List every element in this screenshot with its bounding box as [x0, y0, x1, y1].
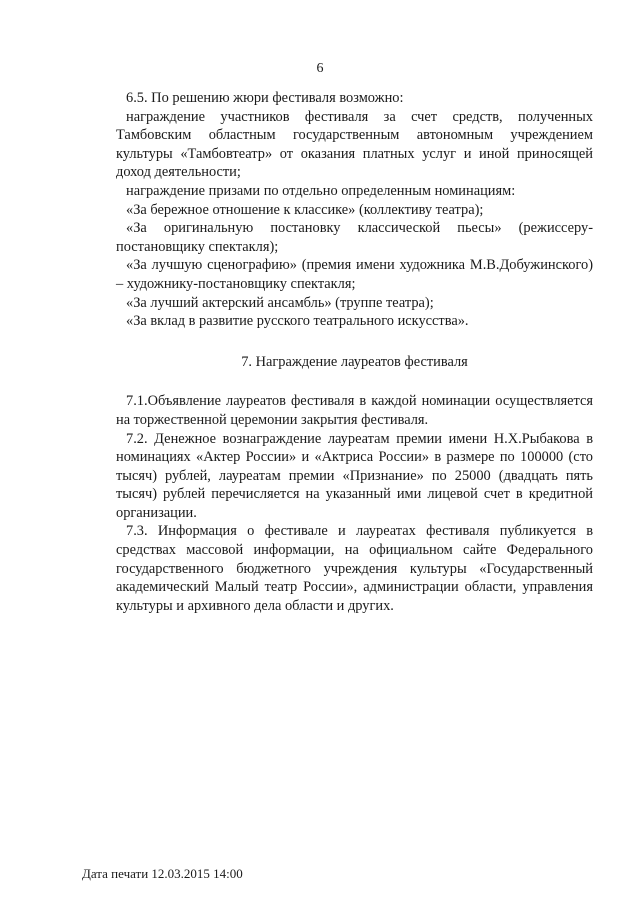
page-number: 6	[316, 61, 324, 76]
document-body	[116, 89, 593, 615]
nomination-original-staging: «За оригинальную постановку классической пьесы» (режиссеру-постановщику спектакля);	[116, 220, 593, 255]
paragraph-7-2: 7.2. Денежное вознаграждение лауреатам премии имени Н.Х.Рыбакова в номинациях «Актер России» и «Актриса России» в размере по 100000 (сто тысяч) рублей, лауреатам премии «Признание» по 25000 (двадцать пять тысяч) рублей перечисляется на указанный ими лицевой счет в кредитной организации.	[116, 430, 593, 521]
print-date-footer: Дата печати 12.03.2015 14:00	[82, 866, 243, 881]
award-item-prizes: награждение призами по отдельно определенным номинациям:	[126, 182, 516, 199]
paragraph-7-1: 7.1.Объявление лауреатов фестиваля в каждой номинации осуществляется на торжественной церемонии закрытия фестиваля.	[116, 393, 593, 428]
section-7-heading: 7. Награждение лауреатов фестиваля	[241, 353, 468, 370]
nomination-scenography: «За лучшую сценографию» (премия имени художника М.В.Добужинского) – художнику-постановщику спектакля;	[116, 257, 593, 292]
paragraph-7-3: 7.3. Информация о фестивале и лауреатах фестиваля публикуется в средствах массовой информации, на официальном сайте Федерального государственного бюджетного учреждения культуры «Государственный академический Малый театр России», администрации области, управления культуры и архивного дела области и других.	[116, 523, 593, 614]
nomination-contribution: «За вклад в развитие русского театрального искусства».	[126, 313, 469, 330]
section-6-5-intro: 6.5. По решению жюри фестиваля возможно:	[126, 90, 404, 106]
award-item-funding: награждение участников фестиваля за счет средств, полученных Тамбовским областным государственным автономным учреждением культуры «Тамбовтеатр» от оказания платных услуг и иной приносящей доход деятельности;	[116, 108, 593, 181]
nomination-classics: «За бережное отношение к классике» (коллективу театра);	[126, 201, 484, 218]
nomination-ensemble: «За лучший актерский ансамбль» (труппе театра);	[126, 294, 434, 311]
